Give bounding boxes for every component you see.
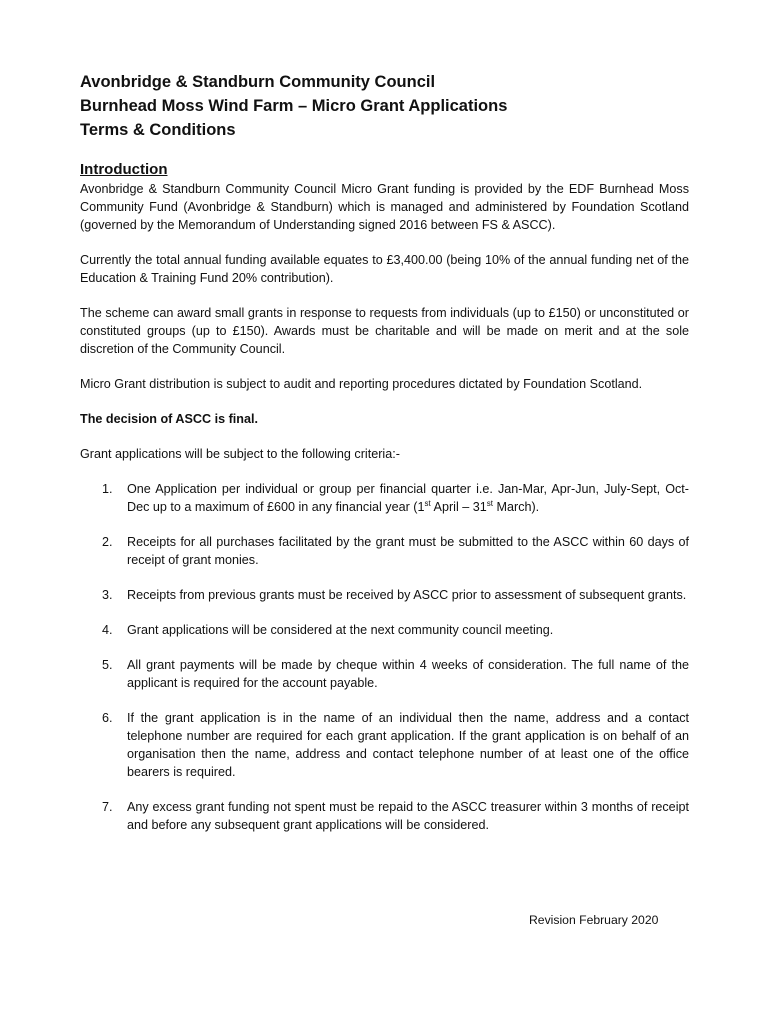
criteria-number: 6. <box>102 711 113 725</box>
introduction-heading: Introduction <box>80 161 168 178</box>
criteria-list <box>80 480 689 834</box>
criteria-text: Receipts from previous grants must be received by ASCC prior to assessment of subsequent grants. <box>127 588 687 602</box>
criteria-item <box>80 533 689 569</box>
document-body <box>80 70 689 851</box>
criteria-text: One Application per individual or group per financial quarter i.e. Jan-Mar, Apr-Jun, July-Sept, Oct-Dec up to a maximum of £600 in any financial year (1st April – 31st March). <box>127 482 689 514</box>
criteria-number: 4. <box>102 623 113 637</box>
criteria-item <box>80 656 689 692</box>
criteria-text: All grant payments will be made by cheque within 4 weeks of consideration. The full name of the applicant is required for the account payable. <box>127 658 689 690</box>
criteria-item <box>80 709 689 781</box>
criteria-text: Grant applications will be considered at the next community council meeting. <box>127 623 554 637</box>
criteria-text: Receipts for all purchases facilitated by the grant must be submitted to the ASCC within 60 days of receipt of grant monies. <box>127 535 689 567</box>
criteria-number: 1. <box>102 482 113 496</box>
criteria-text: Any excess grant funding not spent must be repaid to the ASCC treasurer within 3 months of receipt and before any subsequent grant applications will be considered. <box>127 800 689 832</box>
criteria-item <box>80 480 689 516</box>
criteria-item <box>80 621 689 639</box>
criteria-number: 3. <box>102 588 113 602</box>
criteria-item <box>80 586 689 604</box>
criteria-number: 5. <box>102 658 113 672</box>
paragraph-grant-limits: The scheme can award small grants in response to requests from individuals (up to £150) or unconstituted or constituted groups (up to £150). Awards must be charitable and will be made on merit and at the sole discretion of the Community Council. <box>80 306 689 356</box>
document-title-council: Avonbridge & Standburn Community Council <box>80 73 436 91</box>
revision-note: Revision February 2020 <box>529 913 659 927</box>
paragraph-annual-funding: Currently the total annual funding available equates to £3,400.00 (being 10% of the annual funding net of the Education & Training Fund 20% contribution). <box>80 253 689 285</box>
document-title-terms: Terms & Conditions <box>80 121 236 139</box>
criteria-text: If the grant application is in the name of an individual then the name, address and a contact telephone number are required for each grant application. If the grant application is on behalf of an organisation then the name, address and contact telephone number of at least one of the office bearers is required. <box>127 711 689 779</box>
document-title-scheme: Burnhead Moss Wind Farm – Micro Grant Applications <box>80 97 508 115</box>
criteria-item <box>80 798 689 834</box>
criteria-number: 2. <box>102 535 113 549</box>
paragraph-audit: Micro Grant distribution is subject to audit and reporting procedures dictated by Foundation Scotland. <box>80 377 643 391</box>
criteria-intro: Grant applications will be subject to the following criteria:- <box>80 447 400 461</box>
paragraph-funding-source: Avonbridge & Standburn Community Council Micro Grant funding is provided by the EDF Burnhead Moss Community Fund (Avonbridge & Standburn) which is managed and administered by Foundation Scotland (governed by the Memorandum of Understanding signed 2016 between FS & ASCC). <box>80 182 689 232</box>
criteria-number: 7. <box>102 800 113 814</box>
decision-statement: The decision of ASCC is final. <box>80 412 258 426</box>
